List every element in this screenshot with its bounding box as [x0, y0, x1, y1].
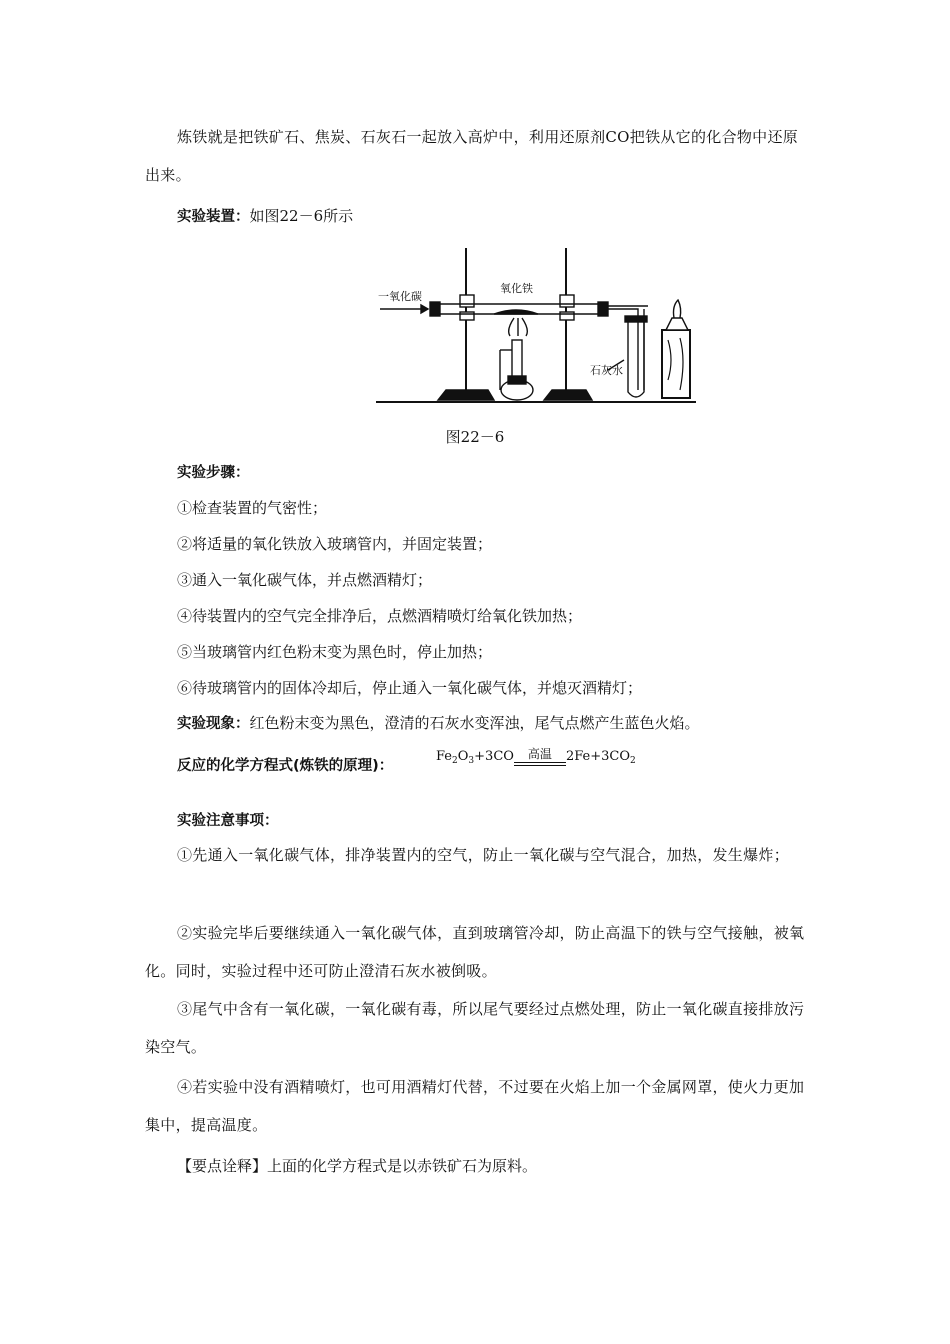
equation-heading: 反应的化学方程式(炼铁的原理)：	[177, 758, 394, 774]
phenomenon-heading: 实验现象：	[177, 716, 250, 732]
phenomenon-text: 红色粉末变为黑色，澄清的石灰水变浑浊，尾气点燃产生蓝色火焰。	[249, 714, 700, 732]
step-item: ①检查装置的气密性；	[177, 499, 328, 517]
notes-heading: 实验注意事项：	[177, 813, 279, 829]
steps-heading: 实验步骤：	[177, 465, 250, 481]
apparatus-line	[177, 206, 353, 227]
step-item: ⑥待玻璃管内的固体冷却后，停止通入一氧化碳气体，并熄灭酒精灯；	[177, 679, 643, 697]
reaction-condition: 高温	[514, 749, 566, 771]
intro-paragraph: 炼铁就是把铁矿石、焦炭、石灰石一起放入高炉中，利用还原剂CO把铁从它的化合物中还原出来。	[145, 128, 799, 184]
note-item: ②实验完毕后要继续通入一氧化碳气体，直到玻璃管冷却，防止高温下的铁与空气接触，被氧化。同时，实验过程中还可防止澄清石灰水被倒吸。	[145, 924, 805, 980]
apparatus-text: 如图22－6所示	[249, 207, 354, 225]
chemical-equation: $Fe_2O_3+3CO$ 高温 $2Fe+3CO_2$	[436, 749, 636, 779]
label-limewater: 石灰水	[590, 364, 623, 377]
apparatus-figure	[376, 240, 696, 408]
step-item: ④待装置内的空气完全排净后，点燃酒精喷灯给氧化铁加热；	[177, 607, 583, 625]
apparatus-heading: 实验装置：	[177, 209, 250, 225]
label-fe2o3: 氧化铁	[500, 282, 533, 295]
key-point: 【要点诠释】上面的化学方程式是以赤铁矿石为原料。	[177, 1157, 538, 1175]
step-item: ③通入一氧化碳气体，并点燃酒精灯；	[177, 571, 433, 589]
note-item: ④若实验中没有酒精喷灯，也可用酒精灯代替，不过要在火焰上加一个金属网罩，使火力更加集中，提高温度。	[145, 1078, 805, 1134]
label-co: 一氧化碳	[378, 290, 422, 303]
figure-caption: 图22－6	[445, 428, 505, 446]
step-item: ②将适量的氧化铁放入玻璃管内，并固定装置；	[177, 535, 493, 553]
note-item: ③尾气中含有一氧化碳，一氧化碳有毒，所以尾气要经过点燃处理，防止一氧化碳直接排放污染空气。	[145, 1000, 805, 1056]
phenomenon-line	[177, 713, 700, 734]
step-item: ⑤当玻璃管内红色粉末变为黑色时，停止加热；	[177, 643, 493, 661]
note-item: ①先通入一氧化碳气体，排净装置内的空气，防止一氧化碳与空气混合，加热，发生爆炸；	[177, 846, 790, 864]
